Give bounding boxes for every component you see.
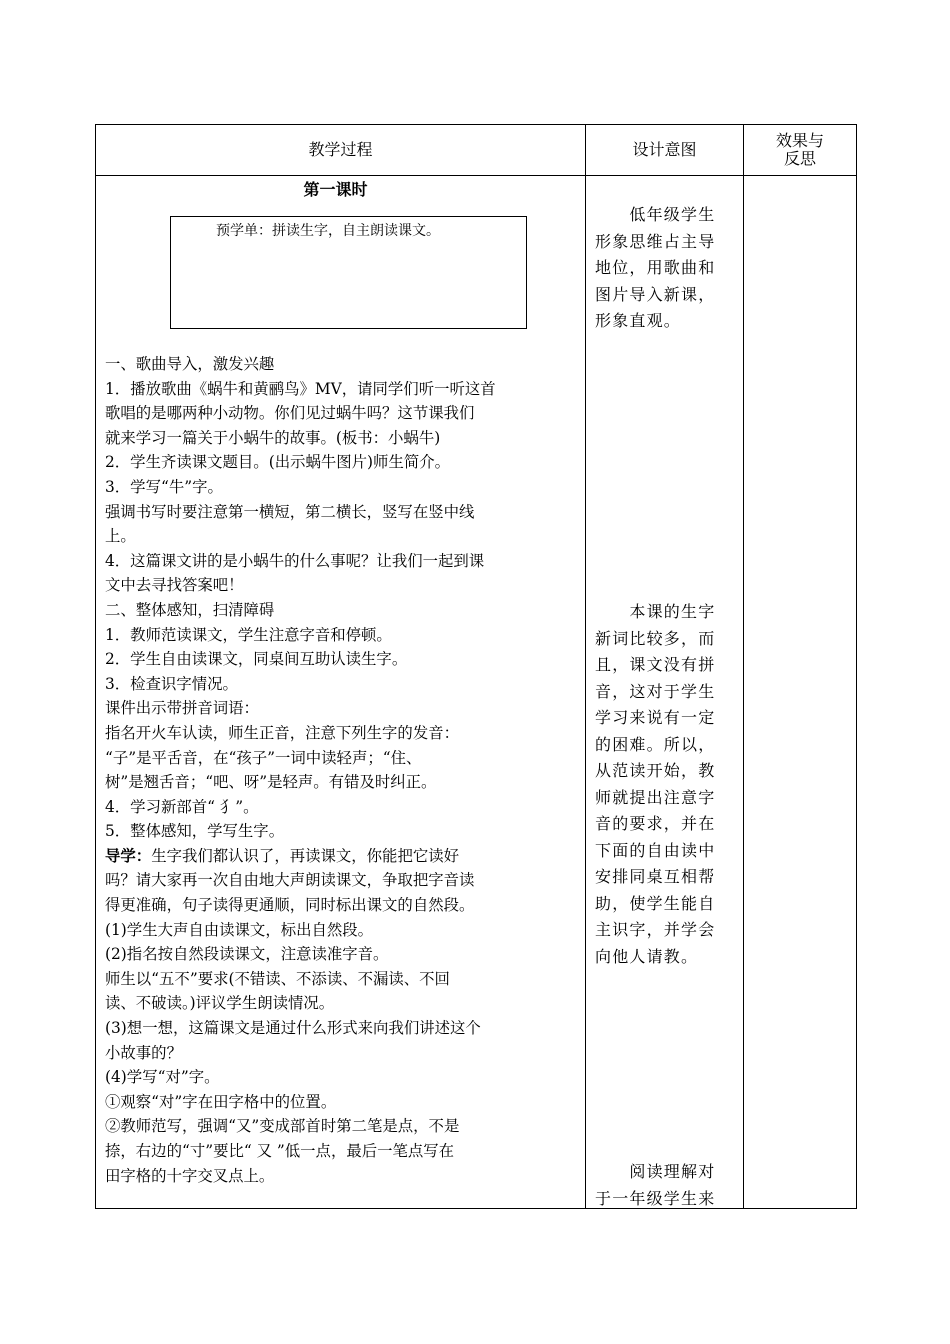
process-line [105, 991, 577, 1016]
process-line-text: 得更准确，句子读得更通顺，同时标出课文的自然段。 [105, 896, 475, 915]
process-line [105, 1164, 577, 1189]
table-body-row [96, 176, 857, 1209]
design-note-line: 助，使学生能自 [595, 893, 716, 913]
process-line-text: 吗？请大家再一次自由地大声朗读课文，争取把字音读 [105, 871, 475, 890]
process-line [105, 746, 577, 771]
process-line-text: (2)指名按自然段读课文，注意读准字音。 [105, 945, 389, 964]
process-line-text: 强调书写时要注意第一横短，第二横长，竖写在竖中线 [105, 502, 475, 521]
lesson-plan-table [95, 124, 857, 1209]
process-line [105, 721, 577, 746]
design-note-line: 音，这对于学生 [595, 681, 716, 701]
process-line-bold-label: 导学： [105, 846, 152, 865]
process-line-text: 田字格的十字交叉点上。 [105, 1166, 275, 1185]
design-note-line: 低年级学生 [595, 205, 716, 224]
design-note-line: 向他人请教。 [595, 946, 699, 966]
process-line-text: 二、整体感知，扫清障碍 [105, 600, 275, 619]
process-line-text: 课件出示带拼音词语： [105, 699, 259, 718]
process-line-text: 2．学生自由读课文，同桌间互助认读生字。 [105, 650, 408, 669]
process-line [105, 598, 577, 623]
design-note-line: 新词比较多，而 [595, 628, 716, 648]
design-note-1 [595, 202, 737, 335]
process-line [105, 1065, 577, 1090]
process-line [105, 967, 577, 992]
process-line [105, 623, 577, 648]
session-title: 第一课时 [303, 180, 368, 199]
teaching-process-text [105, 352, 577, 1188]
process-line-text: 3．检查识字情况。 [105, 674, 238, 693]
process-line-text: 读、不破读。)评议学生朗读情况。 [105, 994, 335, 1013]
process-line-text: 3．学写“牛”字。 [105, 477, 223, 496]
design-note-line: 安排同桌互相帮 [595, 867, 716, 886]
process-line [105, 573, 577, 598]
design-note-2 [595, 599, 737, 970]
process-line [105, 696, 577, 721]
process-line [105, 647, 577, 672]
process-line-text: 歌唱的是哪两种小动物。你们见过蜗牛吗？这节课我们 [105, 404, 475, 423]
process-line [105, 401, 577, 426]
design-note-line: 学习来说有一定 [595, 708, 716, 727]
design-intent-cell [586, 176, 744, 1209]
process-line [105, 844, 577, 869]
process-line [105, 549, 577, 574]
design-note-line: 从范读开始，教 [595, 761, 716, 780]
header-effect-line2: 反思 [783, 149, 816, 168]
header-design-intent: 设计意图 [586, 125, 744, 176]
header-teaching-process: 教学过程 [96, 125, 586, 176]
design-note-line: 音的要求，并在 [595, 814, 716, 833]
process-line-text: 一、歌曲导入，激发兴趣 [105, 355, 275, 373]
process-line-text: 1．播放歌曲《蜗牛和黄鹂鸟》MV，请同学们听一听这首 [105, 379, 496, 398]
process-line-text: 上。 [105, 527, 136, 546]
process-line [105, 524, 577, 549]
process-line [105, 918, 577, 943]
header-effect-line1: 效果与 [775, 131, 824, 150]
process-line-text: 就来学习一篇关于小蜗牛的故事。(板书：小蜗牛) [105, 428, 441, 447]
process-line [105, 1139, 577, 1164]
design-note-line: 地位，用歌曲和 [595, 258, 716, 277]
process-line-text: 1．教师范读课文，学生注意字音和停顿。 [105, 625, 392, 644]
process-line [105, 795, 577, 820]
pre-study-text: 预学单：拼读生字，自主朗读课文。 [216, 223, 440, 239]
process-line [105, 868, 577, 893]
process-line-text: 小故事的？ [105, 1043, 182, 1062]
process-line-text: 文中去寻找答案吧！ [105, 576, 244, 595]
process-line [105, 352, 577, 377]
process-line [105, 819, 577, 844]
process-line-text: 捺，右边的“寸”要比“ 又 ”低一点，最后一笔点写在 [105, 1142, 455, 1160]
design-note-line: 阅读理解对 [595, 1162, 716, 1181]
design-note-line: 形象直观。 [595, 311, 682, 330]
process-line-text: 4．学习新部首“ 犭”。 [105, 797, 259, 816]
process-line [105, 450, 577, 475]
design-note-line: 形象思维占主导 [595, 231, 716, 251]
process-line [105, 500, 577, 525]
design-note-line: 图片导入新课， [595, 284, 716, 304]
process-line-text: 2．学生齐读课文题目。(出示蜗牛图片)师生简介。 [105, 453, 451, 472]
process-line-text: 树”是翘舌音；“吧、呀”是轻声。有错及时纠正。 [105, 773, 437, 792]
process-line [105, 1114, 577, 1139]
design-note-line: 于一年级学生来 [595, 1188, 716, 1208]
process-line [105, 426, 577, 451]
effect-reflection-cell [744, 176, 857, 1209]
process-line-text: (3)想一想，这篇课文是通过什么形式来向我们讲述这个 [105, 1019, 481, 1038]
design-note-line: 本课的生字 [595, 602, 716, 621]
design-note-line: 的困难。所以， [595, 734, 716, 754]
process-line-text: (4)学写“对”字。 [105, 1068, 220, 1087]
process-line-text: 4．这篇课文讲的是小蜗牛的什么事呢？让我们一起到课 [105, 551, 485, 570]
header-effect-reflection [744, 125, 857, 176]
process-line [105, 1041, 577, 1066]
process-line-text: 5．整体感知，学写生字。 [105, 822, 285, 841]
process-line-text: 师生以“五不”要求(不错读、不添读、不漏读、不回 [105, 969, 450, 988]
pre-study-box [170, 216, 527, 329]
process-line-text: 指名开火车认读，师生正音，注意下列生字的发音： [105, 723, 459, 742]
process-line-text: “子”是平舌音，在“孩子”一词中读轻声；“住、 [105, 748, 422, 767]
design-note-line: 主识字，并学会 [595, 920, 716, 939]
process-line [105, 377, 577, 402]
process-line [105, 1090, 577, 1115]
process-line-text: ①观察“对”字在田字格中的位置。 [105, 1092, 337, 1111]
process-line [105, 893, 577, 918]
design-note-3 [595, 1159, 737, 1212]
process-line-text: ②教师范写，强调“又”变成部首时第二笔是点，不是 [105, 1117, 460, 1136]
process-line [105, 942, 577, 967]
table-header-row [96, 125, 857, 176]
process-line [105, 770, 577, 795]
design-note-line: 师就提出注意字 [595, 787, 716, 807]
process-line [105, 672, 577, 697]
process-line-text: (1)学生大声自由读课文，标出自然段。 [105, 920, 374, 939]
design-note-line: 下面的自由读中 [595, 840, 716, 860]
teaching-process-cell [96, 176, 586, 1209]
process-line [105, 1016, 577, 1041]
design-note-line: 且，课文没有拼 [595, 655, 716, 674]
process-line [105, 475, 577, 500]
process-line-text: 生字我们都认识了，再读课文，你能把它读好 [151, 846, 460, 865]
